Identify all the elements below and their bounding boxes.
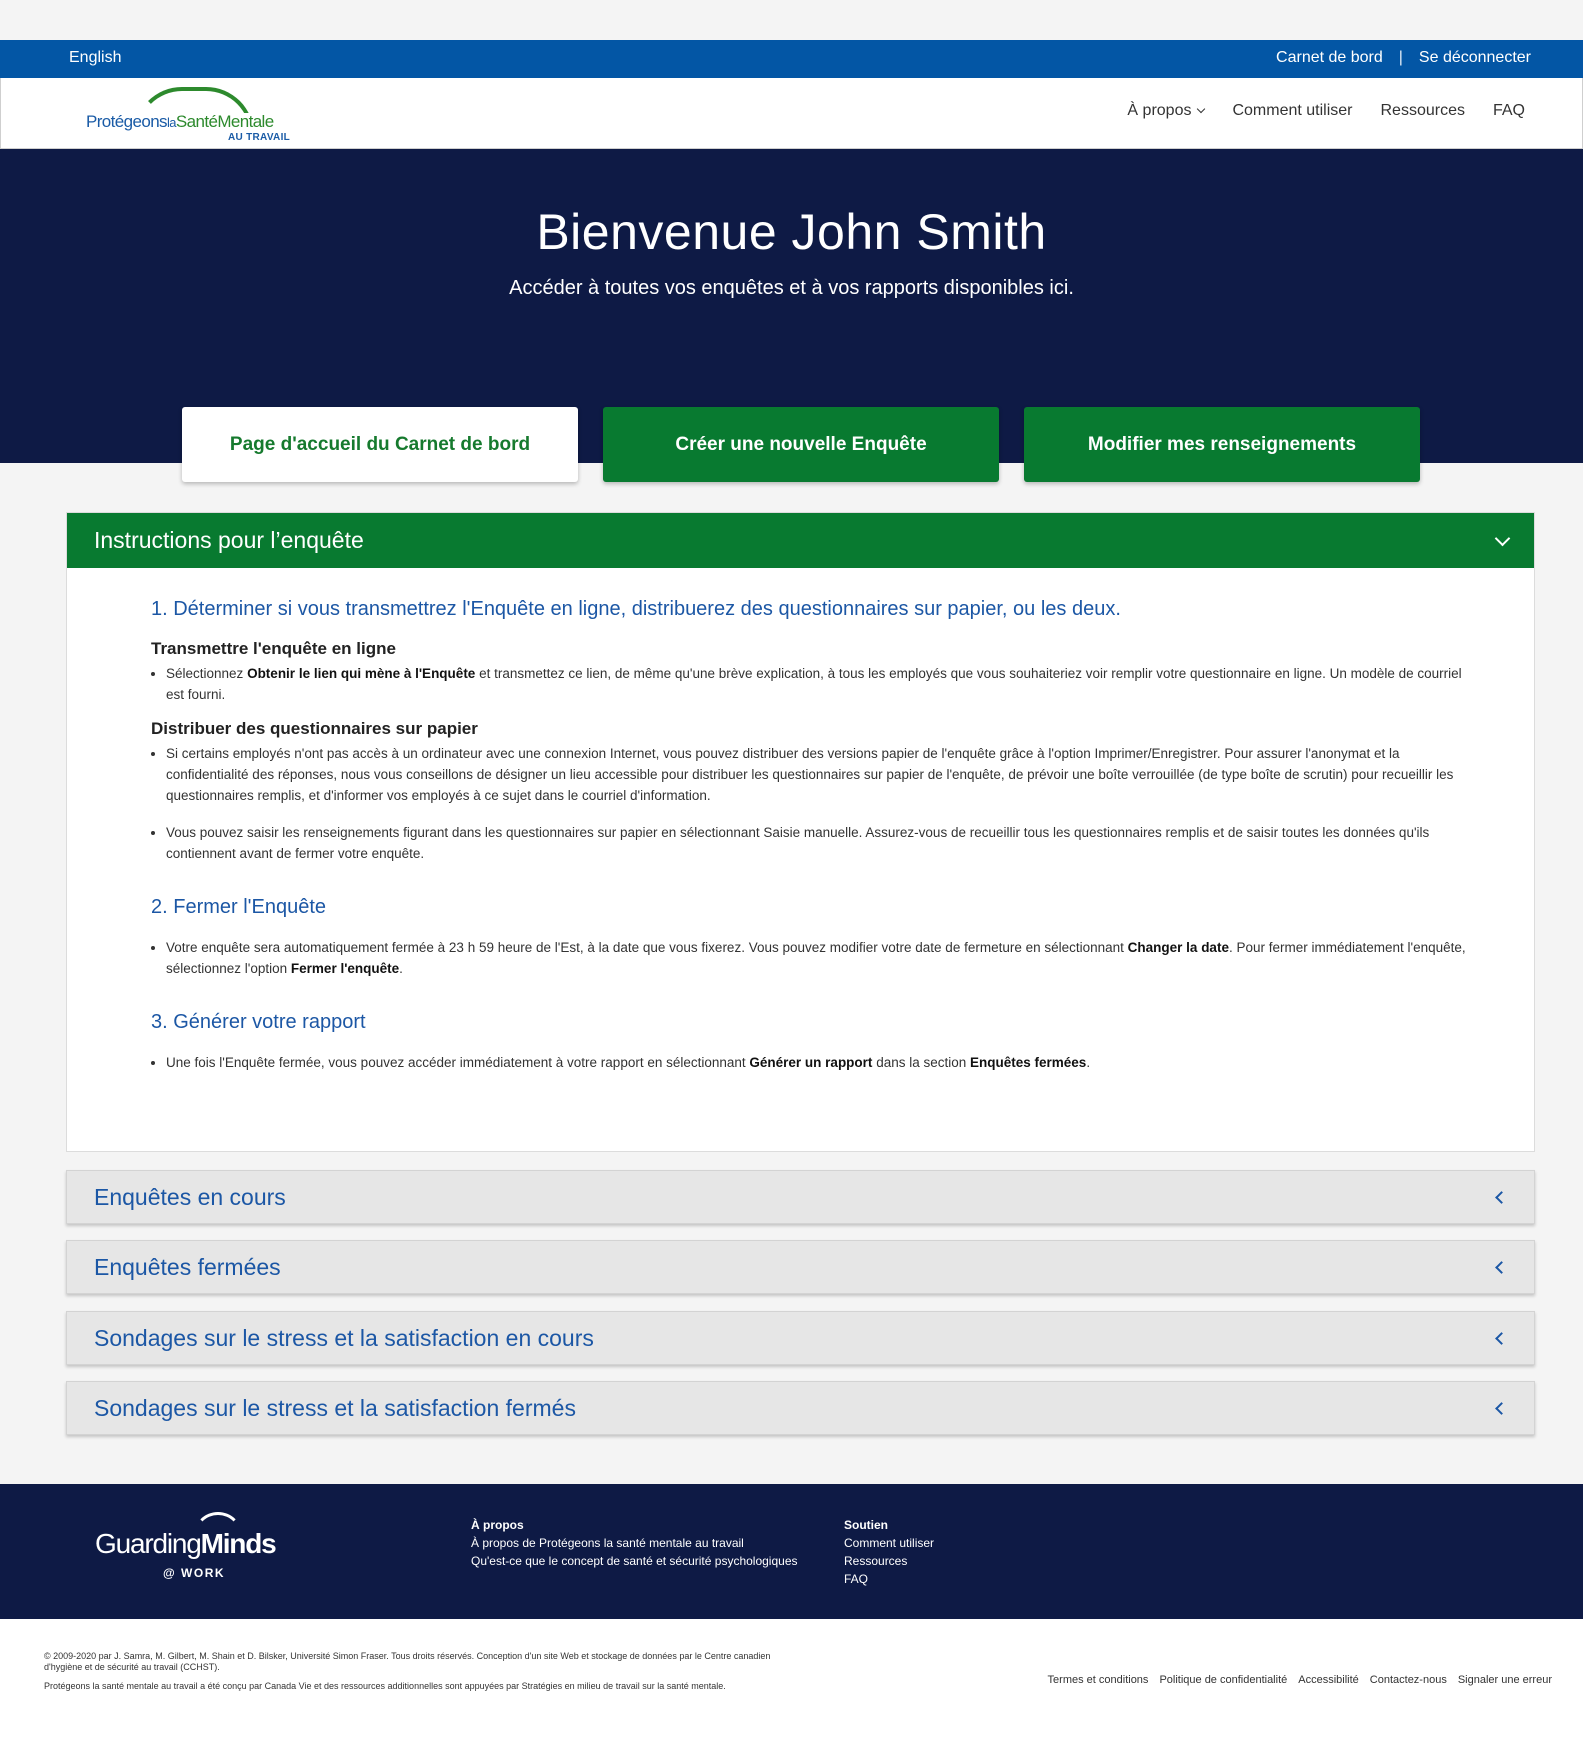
top-spacer bbox=[0, 0, 1583, 40]
nav-item-faq[interactable]: FAQ bbox=[1492, 102, 1525, 119]
utility-bar bbox=[0, 40, 1583, 78]
terms-link[interactable]: Termes et conditions bbox=[1047, 1674, 1149, 1686]
footer-column-about bbox=[471, 1516, 798, 1570]
logo-wordmark: ProtégeonslaSantéMentale bbox=[86, 112, 274, 131]
footer-heading: Soutien bbox=[844, 1518, 888, 1532]
accordion-title: Sondages sur le stress et la satisfaction en cours bbox=[94, 1324, 594, 1351]
contact-link[interactable]: Contactez-nous bbox=[1369, 1674, 1447, 1686]
footer-column-support bbox=[844, 1516, 934, 1588]
accordion-stress-closed[interactable] bbox=[66, 1381, 1535, 1435]
accordion-title: Sondages sur le stress et la satisfaction fermés bbox=[94, 1394, 576, 1421]
instructions-panel-header[interactable] bbox=[67, 513, 1534, 568]
instructions-content bbox=[67, 568, 1467, 1073]
legal-bar bbox=[0, 1619, 1583, 1744]
main-navigation bbox=[0, 78, 1583, 149]
step2-list bbox=[151, 937, 1467, 979]
step3-heading: 3. Générer votre rapport bbox=[151, 1011, 366, 1033]
footer-link[interactable]: À propos de Protégeons la santé mentale au travail bbox=[471, 1536, 744, 1550]
logout-link[interactable]: Se déconnecter bbox=[1418, 49, 1531, 66]
dashboard-tabs bbox=[182, 407, 1420, 482]
accordion-ongoing-surveys[interactable] bbox=[66, 1170, 1535, 1224]
site-logo[interactable] bbox=[86, 86, 296, 146]
chevron-down-icon bbox=[1495, 531, 1511, 547]
footer-heading: À propos bbox=[471, 1518, 524, 1532]
logo-subtitle: AU TRAVAIL bbox=[228, 132, 291, 143]
paper-list bbox=[151, 743, 1467, 864]
list-item: • Sélectionnez Obtenir le lien qui mène à l'Enquête et transmettez ce lien, de même qu'une brève explication, à tous les employés que vous souhaiteriez voir remplir votre questionnaire en ligne. Un modèle de courriel est fourni. bbox=[166, 663, 1467, 705]
dashboard-link[interactable]: Carnet de bord bbox=[1276, 49, 1383, 66]
step3-list bbox=[151, 1052, 1467, 1073]
online-list bbox=[151, 663, 1467, 705]
footer-link[interactable]: FAQ bbox=[844, 1572, 869, 1586]
footer-logo-subtitle: @ WORK bbox=[163, 1566, 226, 1580]
footer-link[interactable]: Comment utiliser bbox=[844, 1536, 935, 1550]
chevron-left-icon bbox=[1495, 1332, 1508, 1345]
tab-dashboard-home[interactable]: Page d'accueil du Carnet de bord bbox=[182, 407, 578, 482]
footer-link[interactable]: Qu'est-ce que le concept de santé et sécurité psychologiques bbox=[471, 1554, 798, 1568]
list-item: • Votre enquête sera automatiquement fermée à 23 h 59 heure de l'Est, à la date que vous fixerez. Vous pouvez modifier votre date de fermeture en sélectionnant Changer la date. Pour fermer immédiatement l'enquête, sélectionnez l'option Fermer l'enquête. bbox=[166, 937, 1467, 979]
nav-item-resources[interactable]: Ressources bbox=[1380, 102, 1465, 119]
nav-links bbox=[1127, 102, 1525, 120]
chevron-down-icon bbox=[1197, 105, 1205, 113]
accordion-closed-surveys[interactable] bbox=[66, 1240, 1535, 1294]
accessibility-link[interactable]: Accessibilité bbox=[1298, 1674, 1359, 1686]
nav-item-how-to[interactable]: Comment utiliser bbox=[1232, 102, 1353, 119]
guardingminds-logo[interactable] bbox=[95, 1512, 285, 1582]
list-item: • Si certains employés n'ont pas accès à un ordinateur avec une connexion Internet, vous pouvez distribuer des versions papier de l'enquête grâce à l'option Imprimer/Enregistrer. Pour assurer l'anonymat et la confidentialité des réponses, nous vous conseillons de désigner un lieu accessible pour distribuer les questionnaires sur papier de l'enquête, de prévoir une boîte verrouillée (de type boîte de scrutin) pour recueillir les questionnaires remplis, et d'informer vos employés à ce sujet dans le courriel d'information. bbox=[166, 743, 1467, 806]
create-survey-button[interactable]: Créer une nouvelle Enquête bbox=[603, 407, 999, 482]
step2-heading: 2. Fermer l'Enquête bbox=[151, 896, 327, 918]
site-footer bbox=[0, 1484, 1583, 1619]
chevron-left-icon bbox=[1495, 1261, 1508, 1274]
utility-separator: | bbox=[1398, 49, 1403, 66]
chevron-left-icon bbox=[1495, 1402, 1508, 1415]
accordion-title: Enquêtes en cours bbox=[94, 1183, 286, 1210]
utility-right bbox=[1276, 49, 1531, 67]
online-subheading: Transmettre l'enquête en ligne bbox=[151, 639, 396, 658]
credit-text: Protégeons la santé mentale au travail a été conçu par Canada Vie et des ressources additionnelles sont appuyées par Stratégies en milieu de travail sur la santé mentale. bbox=[44, 1681, 726, 1691]
report-error-link[interactable]: Signaler une erreur bbox=[1457, 1674, 1552, 1686]
accordion-stress-ongoing[interactable] bbox=[66, 1311, 1535, 1365]
accordion-title: Enquêtes fermées bbox=[94, 1253, 281, 1280]
paper-subheading: Distribuer des questionnaires sur papier bbox=[151, 719, 478, 738]
footer-logo-wordmark: GuardingMinds bbox=[95, 1528, 276, 1559]
copyright-text: © 2009-2020 par J. Samra, M. Gilbert, M. Shain et D. Bilsker, Université Simon Fraser. Tous droits réservés. Conception d'un site Web et stockage de données par le Centre canadien d'hygiène et de sécurité au travail (CCHST). bbox=[44, 1651, 771, 1672]
privacy-link[interactable]: Politique de confidentialité bbox=[1159, 1674, 1288, 1686]
step1-heading: 1. Déterminer si vous transmettrez l'Enquête en ligne, distribuerez des questionnaires sur papier, ou les deux. bbox=[151, 598, 1121, 620]
language-toggle-link[interactable]: English bbox=[69, 49, 122, 66]
page-subtitle: Accéder à toutes vos enquêtes et à vos rapports disponibles ici. bbox=[509, 277, 1074, 299]
instructions-panel-title: Instructions pour l’enquête bbox=[94, 527, 364, 553]
chevron-left-icon bbox=[1495, 1191, 1508, 1204]
page-title: Bienvenue John Smith bbox=[536, 204, 1047, 260]
instructions-panel bbox=[66, 512, 1535, 1152]
list-item: • Vous pouvez saisir les renseignements figurant dans les questionnaires sur papier en sélectionnant Saisie manuelle. Assurez-vous de recueillir tous les questionnaires remplis et de saisir toutes les données qu'ils contiennent avant de fermer votre enquête. bbox=[166, 822, 1467, 864]
nav-item-about[interactable]: À propos bbox=[1127, 102, 1204, 120]
legal-links bbox=[1048, 1674, 1552, 1686]
list-item: • Une fois l'Enquête fermée, vous pouvez accéder immédiatement à votre rapport en sélectionnant Générer un rapport dans la section Enquêtes fermées. bbox=[166, 1052, 1467, 1073]
legal-text bbox=[44, 1651, 784, 1700]
footer-link[interactable]: Ressources bbox=[844, 1554, 908, 1568]
edit-profile-button[interactable]: Modifier mes renseignements bbox=[1024, 407, 1420, 482]
